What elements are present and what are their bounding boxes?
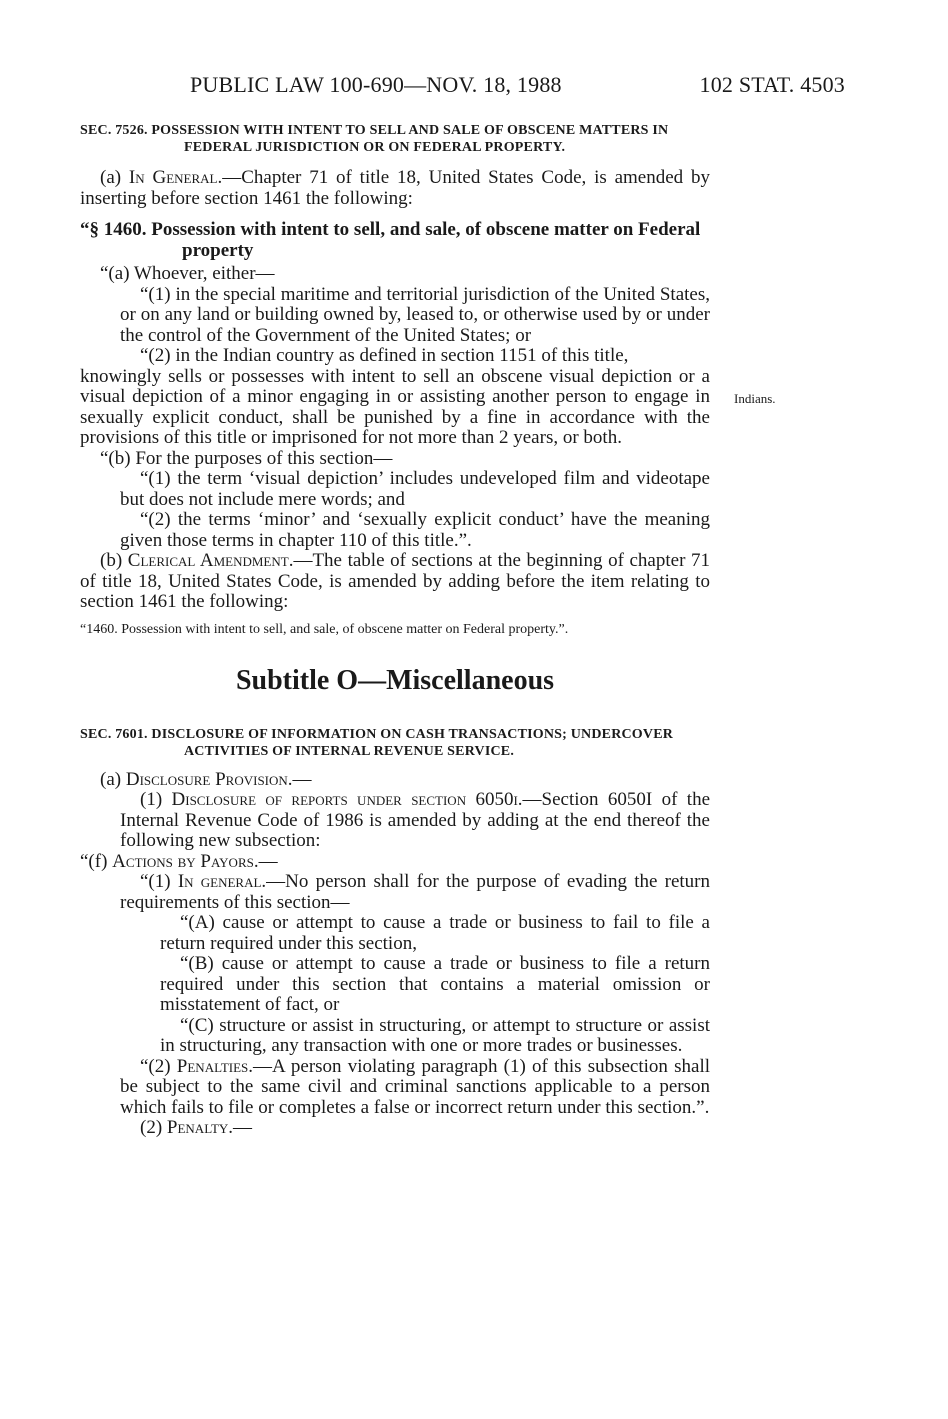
paragraph-2-indian-country: “(2) in the Indian country as defined in section 1151 of this title,	[140, 345, 629, 366]
section-7601-paragraph-2-penalty	[80, 1118, 710, 1139]
running-header	[190, 72, 845, 102]
section-7601-subsection-a	[80, 770, 710, 791]
clerical-text: .—The table of sections at the beginning of chapter 71 of title 18, United States Code, is amended by adding before the item relating to section 1461 the following:	[80, 550, 710, 612]
definition-minor: “(2) the terms ‘minor’ and ‘sexually explicit conduct’ have the meaning given those terms in chapter 110 of this title.”.	[120, 509, 710, 551]
penalty-suffix: .—	[228, 1117, 253, 1138]
margin-note: Indians.	[734, 391, 776, 406]
penalty-caption: Penalty	[166, 1117, 229, 1138]
whoever-clause: “(a) Whoever, either—	[100, 263, 275, 284]
subsection-f-actions-by-payors	[80, 852, 710, 873]
f-caption: Actions by Payors	[112, 850, 254, 872]
section-7526-heading: SEC. 7526. POSSESSION WITH INTENT TO SELL AND SALE OF OBSCENE MATTERS IN FEDERAL JURISDICTION OR ON FEDERAL PROPERTY.	[80, 123, 669, 155]
clause-c: “(C) structure or assist in structuring, or attempt to structure or assist in structuring, any transaction with one or more trades or businesses.	[160, 1014, 710, 1056]
subsection-a-caption: In General	[128, 167, 218, 188]
f1-caption: In general	[177, 871, 262, 892]
section-7601-heading: SEC. 7601. DISCLOSURE OF INFORMATION ON CASH TRANSACTIONS; UNDERCOVER ACTIVITIES OF INTERNAL REVENUE SERVICE.	[80, 726, 674, 759]
f-suffix: .—	[253, 850, 278, 872]
code-section-1460-heading: “§ 1460. Possession with intent to sell, and sale, of obscene matter on Federal property	[80, 219, 701, 261]
section-7601-paragraph-1	[80, 790, 710, 852]
page-header-stat-number: 102 STAT. 4503	[699, 72, 845, 97]
f1-text: .—No person shall for the purpose of evading the return requirements of this section—	[120, 871, 710, 913]
knowingly-clause: knowingly sells or possesses with intent to sell an obscene visual depiction or a visual depiction of a minor engaging in or assisting another person to engage in sexually explicit conduct, shall be punished by a fine in accordance with the provisions of this title or imprisoned for not more than 2 years, or both.	[80, 365, 710, 448]
paragraph-1-maritime: “(1) in the special maritime and territorial jurisdiction of the United States, or on any land or building owned by, leased to, or otherwise used by or under the control of the Government of the United States; or	[120, 283, 710, 346]
clause-a: “(A) cause or attempt to cause a trade or business to fail to file a return required under this section,	[160, 912, 710, 954]
f1-prefix: “(1)	[140, 871, 178, 892]
s7601-a-caption: Disclosure Provision	[125, 768, 288, 790]
f2-text: .—A person violating paragraph (1) of this subsection shall be subject to the same civil and criminal sanctions applicable to a person which fails to file or completes a false or incorrect return under this section.”.	[120, 1055, 711, 1118]
s7601-p1-text: .—Section 6050I of the Internal Revenue Code of 1986 is amended by adding at the end thereof the following new subsection:	[120, 789, 711, 851]
definition-visual-depiction: “(1) the term ‘visual depiction’ includes undeveloped film and videotape but does not include mere words; and	[120, 468, 710, 510]
subsection-f-paragraph-2-penalties	[80, 1057, 710, 1119]
f-prefix: “(f)	[80, 850, 113, 872]
subsection-a-prefix: (a)	[100, 167, 129, 188]
s7601-p1-caption: Disclosure of reports under section 6050i	[171, 789, 518, 810]
section-7526-subsection-a	[80, 168, 710, 209]
clerical-prefix: (b)	[100, 550, 128, 571]
s7601-a-suffix: .—	[287, 768, 312, 790]
clause-b: “(B) cause or attempt to cause a trade or business to file a return required under this section that contains a material omission or misstatement of fact, or	[160, 953, 710, 1015]
table-of-sections-item: “1460. Possession with intent to sell, and sale, of obscene matter on Federal property.”.	[80, 621, 569, 637]
subsection-a-text: .—Chapter 71 of title 18, United States Code, is amended by inserting before section 1461 the following:	[80, 167, 710, 209]
clerical-amendment	[80, 551, 710, 613]
page-header-title: PUBLIC LAW 100-690—NOV. 18, 1988	[190, 72, 562, 97]
subsection-f-paragraph-1	[80, 872, 710, 913]
s7601-p1-prefix: (1)	[140, 789, 172, 810]
clerical-caption: Clerical Amendment	[127, 550, 289, 571]
subtitle-heading: Subtitle O—Miscellaneous	[235, 664, 555, 696]
s7601-a-prefix: (a)	[100, 768, 126, 790]
penalty-prefix: (2)	[140, 1117, 167, 1138]
page-body	[80, 122, 710, 1139]
f2-prefix: “(2)	[140, 1055, 177, 1077]
subsection-b-intro: “(b) For the purposes of this section—	[100, 447, 393, 469]
f2-caption: Penalties	[176, 1055, 249, 1077]
